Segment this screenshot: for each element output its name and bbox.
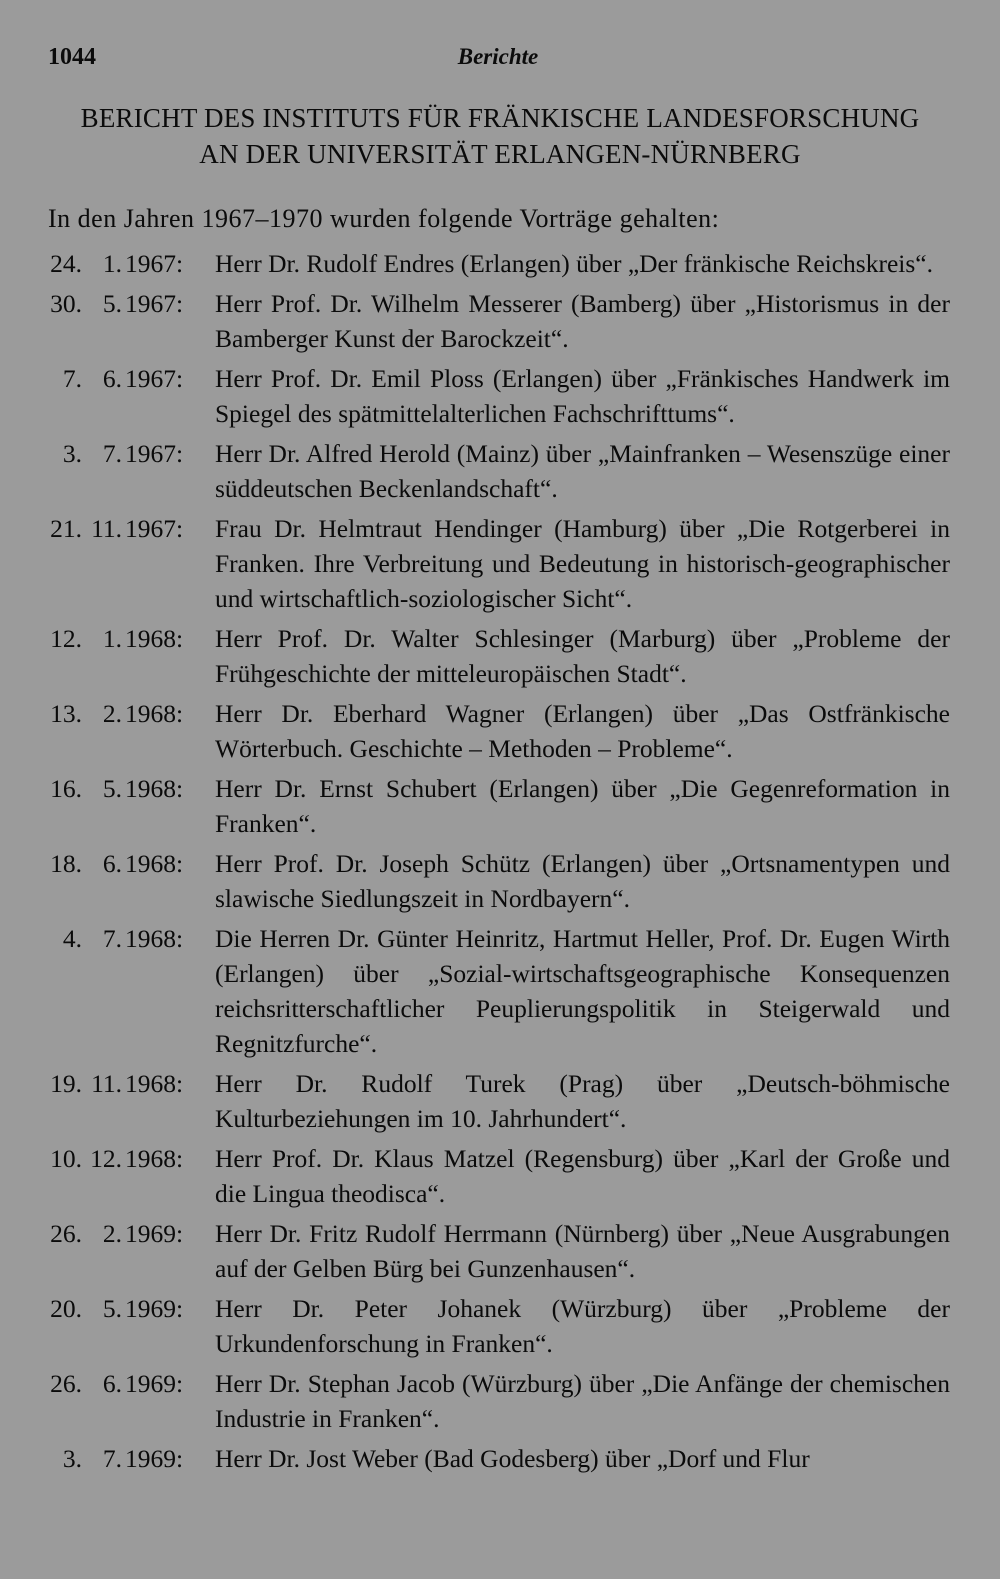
entry-day: 21. — [50, 514, 82, 543]
entry-year: 1969: — [125, 1369, 184, 1398]
entry-year: 1969: — [125, 1294, 184, 1323]
entry-month: 5. — [102, 1294, 122, 1323]
entry-month: 11. — [91, 514, 122, 543]
entry-month: 6. — [102, 364, 122, 393]
entry-year: 1967: — [125, 289, 184, 318]
running-title: Berichte — [457, 44, 539, 69]
entry-text: Herr Prof. Dr. Joseph Schütz (Erlangen) über „Ortsnamentypen und slawische Siedlungszeit in Nordbayern“. — [215, 849, 950, 913]
entry-day: 13. — [50, 699, 82, 728]
entry-text: Herr Dr. Eberhard Wagner (Erlangen) über „Das Ostfränkische Wörterbuch. Geschichte – Methoden – Probleme“. — [215, 699, 950, 763]
entry-text: Herr Dr. Rudolf Endres (Erlangen) über „Der fränkische Reichskreis“. — [215, 249, 933, 278]
entry-year: 1967: — [125, 364, 184, 393]
entry-month: 1. — [102, 249, 122, 278]
entry-text: Herr Dr. Rudolf Turek (Prag) über „Deutsch-böhmische Kulturbeziehungen im 10. Jahrhundert“. — [215, 1069, 950, 1133]
entry-year: 1969: — [125, 1219, 184, 1248]
entry-month: 6. — [102, 1369, 122, 1398]
entry-month: 1. — [102, 624, 122, 653]
lecture-entry — [40, 846, 950, 916]
entry-month: 7. — [102, 439, 122, 468]
entry-text: Herr Prof. Dr. Klaus Matzel (Regensburg) über „Karl der Große und die Lingua theodisca“. — [215, 1144, 950, 1208]
entry-day: 4. — [62, 924, 82, 953]
lecture-entry — [40, 361, 950, 431]
entry-text: Herr Dr. Jost Weber (Bad Godesberg) über „Dorf und Flur — [215, 1444, 810, 1473]
entry-day: 7. — [62, 364, 82, 393]
lecture-list — [40, 246, 950, 1481]
entry-day: 10. — [50, 1144, 82, 1173]
entry-day: 20. — [50, 1294, 82, 1323]
lecture-entry — [40, 921, 950, 1061]
entry-text: Herr Prof. Dr. Walter Schlesinger (Marburg) über „Probleme der Frühgeschichte der mitteleuropäischen Stadt“. — [215, 624, 950, 688]
intro-sentence: In den Jahren 1967–1970 wurden folgende Vorträge gehalten: — [48, 204, 720, 233]
lecture-entry — [40, 621, 950, 691]
entry-year: 1967: — [125, 514, 184, 543]
lecture-entry — [40, 511, 950, 616]
entry-day: 26. — [50, 1369, 82, 1398]
lecture-entry — [40, 1066, 950, 1136]
heading-line-1: BERICHT DES INSTITUTS FÜR FRÄNKISCHE LANDESFORSCHUNG — [80, 103, 920, 133]
entry-year: 1968: — [125, 849, 184, 878]
entry-year: 1967: — [125, 249, 184, 278]
entry-day: 12. — [50, 624, 82, 653]
entry-text: Herr Prof. Dr. Wilhelm Messerer (Bamberg) über „Historismus in der Bamberger Kunst der Barockzeit“. — [215, 289, 950, 353]
lecture-entry — [40, 246, 950, 281]
entry-day: 26. — [50, 1219, 82, 1248]
entry-text: Herr Dr. Alfred Herold (Mainz) über „Mainfranken – Wesenszüge einer süddeutschen Beckenlandschaft“. — [215, 439, 950, 503]
entry-month: 7. — [102, 1444, 122, 1473]
entry-month: 11. — [91, 1069, 122, 1098]
entry-month: 2. — [102, 699, 122, 728]
lecture-entry — [40, 436, 950, 506]
entry-day: 16. — [50, 774, 82, 803]
entry-month: 5. — [102, 289, 122, 318]
entry-day: 3. — [62, 439, 82, 468]
lecture-entry — [40, 1291, 950, 1361]
entry-year: 1967: — [125, 439, 184, 468]
entry-month: 2. — [102, 1219, 122, 1248]
lecture-entry — [40, 1141, 950, 1211]
entry-text: Die Herren Dr. Günter Heinritz, Hartmut Heller, Prof. Dr. Eugen Wirth (Erlangen) über „Sozial-wirtschaftsgeographische Konsequenzen reichsritterschaftlicher Peuplierungspolitik in Steigerwald und Regnitzfurche“. — [215, 924, 950, 1058]
page-number: 1044 — [48, 44, 96, 70]
entry-month: 5. — [102, 774, 122, 803]
entry-year: 1969: — [125, 1444, 184, 1473]
running-head — [48, 44, 948, 78]
lecture-entry — [40, 1216, 950, 1286]
entry-month: 6. — [102, 849, 122, 878]
entry-text: Frau Dr. Helmtraut Hendinger (Hamburg) über „Die Rotgerberei in Franken. Ihre Verbreitung und Bedeutung in historisch-geographischer und wirtschaftlich-soziologischer Sicht“. — [215, 514, 950, 613]
entry-text: Herr Dr. Stephan Jacob (Würzburg) über „Die Anfänge der chemischen Industrie in Franken“. — [215, 1369, 950, 1433]
entry-year: 1968: — [125, 924, 184, 953]
entry-day: 24. — [50, 249, 82, 278]
entry-text: Herr Prof. Dr. Emil Ploss (Erlangen) über „Fränkisches Handwerk im Spiegel des spätmittelalterlichen Fachschrifttums“. — [215, 364, 950, 428]
lecture-entry — [40, 771, 950, 841]
entry-year: 1968: — [125, 1069, 184, 1098]
report-heading — [40, 100, 960, 172]
entry-day: 18. — [50, 849, 82, 878]
lecture-entry — [40, 286, 950, 356]
lecture-entry — [40, 1366, 950, 1436]
entry-year: 1968: — [125, 774, 184, 803]
entry-month: 12. — [90, 1144, 122, 1173]
heading-line-2: AN DER UNIVERSITÄT ERLANGEN-NÜRNBERG — [199, 139, 801, 169]
entry-text: Herr Dr. Peter Johanek (Würzburg) über „Probleme der Urkundenforschung in Franken“. — [215, 1294, 950, 1358]
entry-text: Herr Dr. Ernst Schubert (Erlangen) über „Die Gegenreformation in Franken“. — [215, 774, 950, 838]
entry-day: 30. — [50, 289, 82, 318]
entry-month: 7. — [102, 924, 122, 953]
entry-day: 19. — [50, 1069, 82, 1098]
entry-year: 1968: — [125, 1144, 184, 1173]
lecture-entry — [40, 1441, 950, 1476]
entry-text: Herr Dr. Fritz Rudolf Herrmann (Nürnberg) über „Neue Ausgrabungen auf der Gelben Bürg bei Gunzenhausen“. — [215, 1219, 950, 1283]
entry-year: 1968: — [125, 624, 184, 653]
entry-day: 3. — [62, 1444, 82, 1473]
lecture-entry — [40, 696, 950, 766]
entry-year: 1968: — [125, 699, 184, 728]
